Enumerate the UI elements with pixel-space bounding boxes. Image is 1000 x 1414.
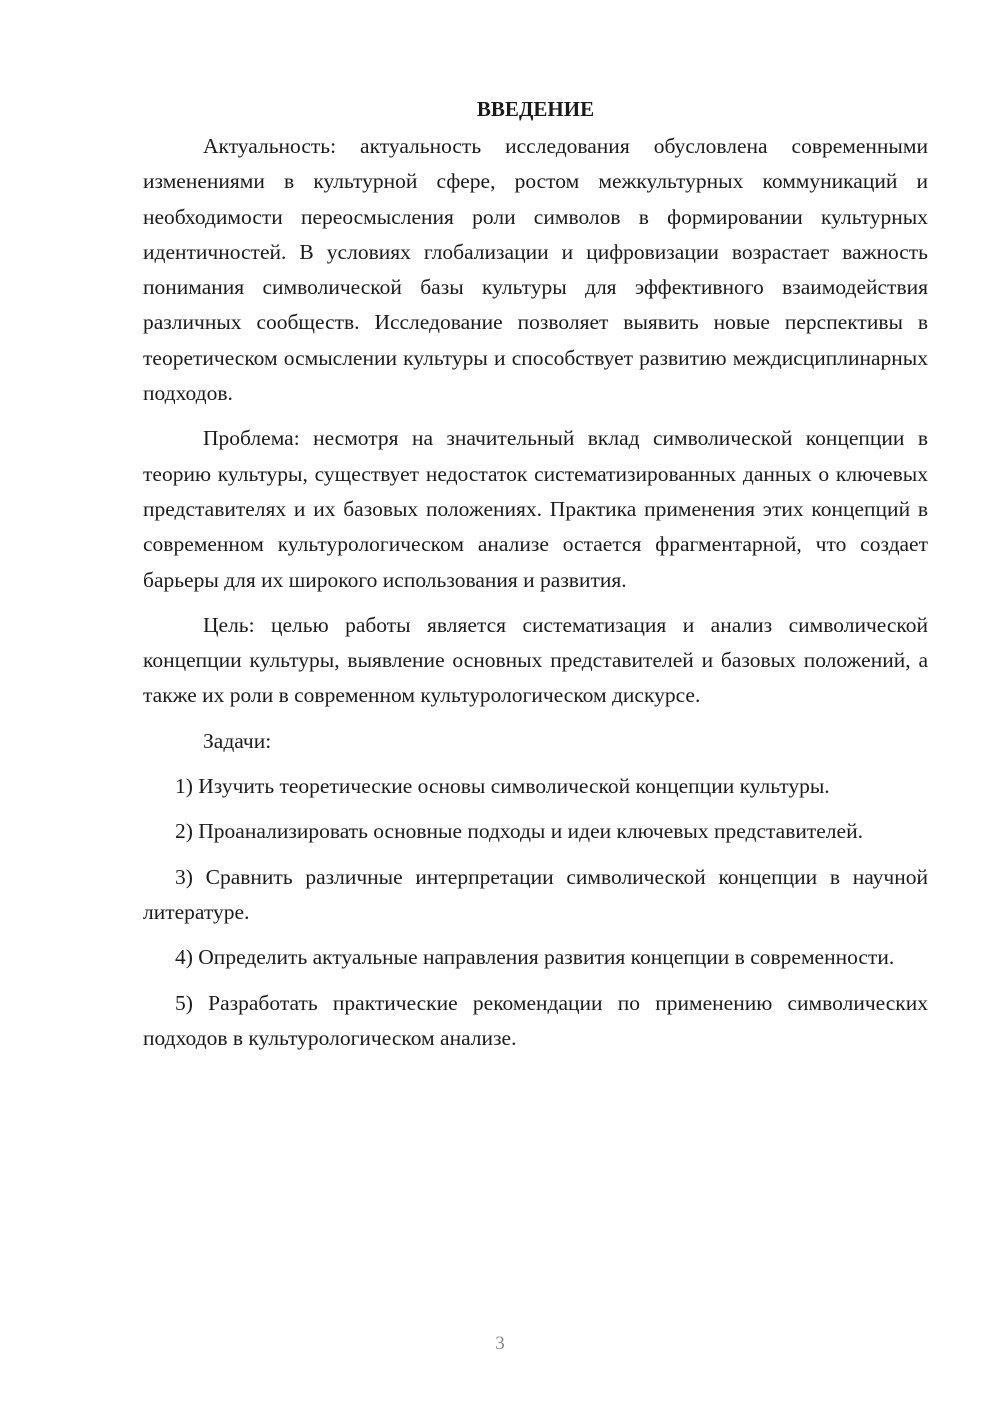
document-page (143, 92, 928, 1056)
task-item: 2) Проанализировать основные подходы и идеи ключевых представителей. (175, 819, 863, 844)
paragraph-relevance: Актуальность: актуальность исследования обусловлена современными изменениями в культурной сфере, ростом межкультурных коммуникаций и необходимости переосмысления роли символов в формировании культурных идентичностей. В условиях глобализации и цифровизации возрастает важность понимания символической базы культуры для эффективного взаимодействия различных сообществ. Исследование позволяет выявить новые перспективы в теоретическом осмыслении культуры и способствует развитию междисциплинарных подходов. (143, 134, 928, 406)
page-number: 3 (495, 1333, 505, 1354)
paragraph-goal: Цель: целью работы является систематизация и анализ символической концепции культуры, выявление основных представителей и базовых положений, а также их роли в современном культурологическом дискурсе. (143, 612, 928, 708)
task-item: 1) Изучить теоретические основы символической концепции культуры. (175, 774, 830, 799)
tasks-heading: Задачи: (203, 728, 272, 753)
task-list (143, 769, 928, 1056)
task-item: 4) Определить актуальные направления развития концепции в современности. (175, 945, 895, 970)
section-title: ВВЕДЕНИЕ (476, 97, 595, 121)
task-item: 5) Разработать практические рекомендации по применению символических подходов в культурологическом анализе. (143, 990, 928, 1050)
task-item: 3) Сравнить различные интерпретации символической концепции в научной литературе. (143, 864, 928, 924)
paragraph-problem: Проблема: несмотря на значительный вклад символической концепции в теорию культуры, существует недостаток систематизированных данных о ключевых представителях и их базовых положениях. Практика применения этих концепций в современном культурологическом анализе остается фрагментарной, что создает барьеры для их широкого использования и развития. (143, 426, 928, 592)
